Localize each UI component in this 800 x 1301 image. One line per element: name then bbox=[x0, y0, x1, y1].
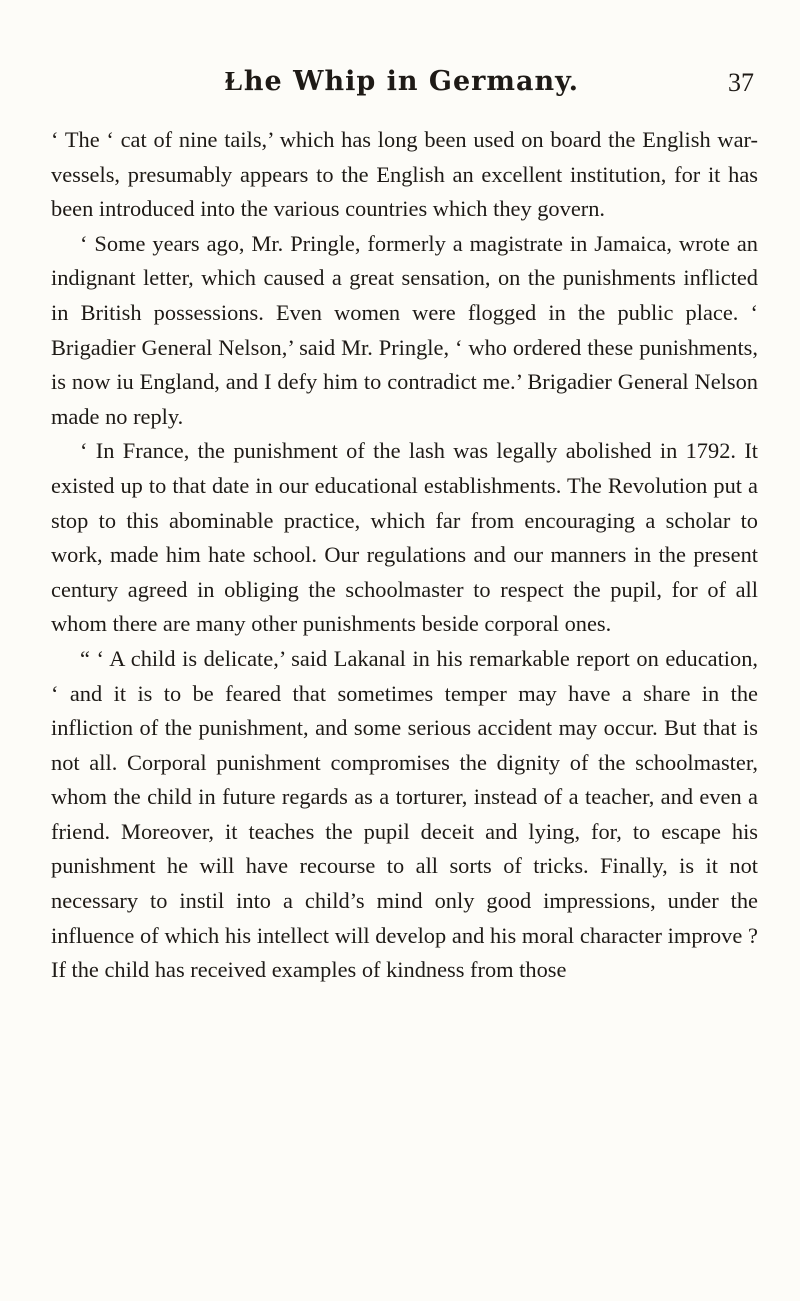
page-number: 37 bbox=[728, 68, 754, 97]
body-text bbox=[51, 123, 758, 988]
paragraph: ‘ In France, the punishment of the lash was legally abolished in 1792. It existed up to that date in our educational establishments. The Revolution put a stop to this abominable practice, which far from encouraging a scholar to work, made him hate school. Our regulations and our manners in the present century agreed in obliging the schoolmaster to respect the pupil, for of all whom there are many other punishments beside corporal ones. bbox=[51, 438, 758, 637]
running-title: Ɫhe Whip in Germany. bbox=[224, 66, 580, 97]
paragraph: ‘ The ‘ cat of nine tails,’ which has long been used on board the English war-vessels, presumably appears to the English an excellent institution, for it has been introduced into the various countries which they govern. bbox=[51, 127, 758, 222]
page-header bbox=[50, 66, 754, 106]
paragraph: “ ‘ A child is delicate,’ said Lakanal in his remarkable report on education, ‘ and it is to be feared that sometimes temper may have a share in the infliction of the punishment, and some serious accident may occur. But that is not all. Corporal punishment compromises the dignity of the schoolmaster, whom the child in future regards as a torturer, instead of a teacher, and even a friend. Moreover, it teaches the pupil deceit and lying, for, to escape his punishment he will have recourse to all sorts of tricks. Finally, is it not necessary to instil into a child’s mind only good impressions, under the influence of which his intellect will develop and his moral character improve ? If the child has received examples of kindness from those bbox=[51, 645, 758, 983]
paragraph: ‘ Some years ago, Mr. Pringle, formerly a magistrate in Jamaica, wrote an indignant letter, which caused a great sensation, on the punishments inflicted in British possessions. Even women were flogged in the public place. ‘ Brigadier General Nelson,’ said Mr. Pringle, ‘ who ordered these punishments, is now iu England, and I defy him to contradict me.’ Brigadier General Nelson made no reply. bbox=[51, 230, 758, 429]
